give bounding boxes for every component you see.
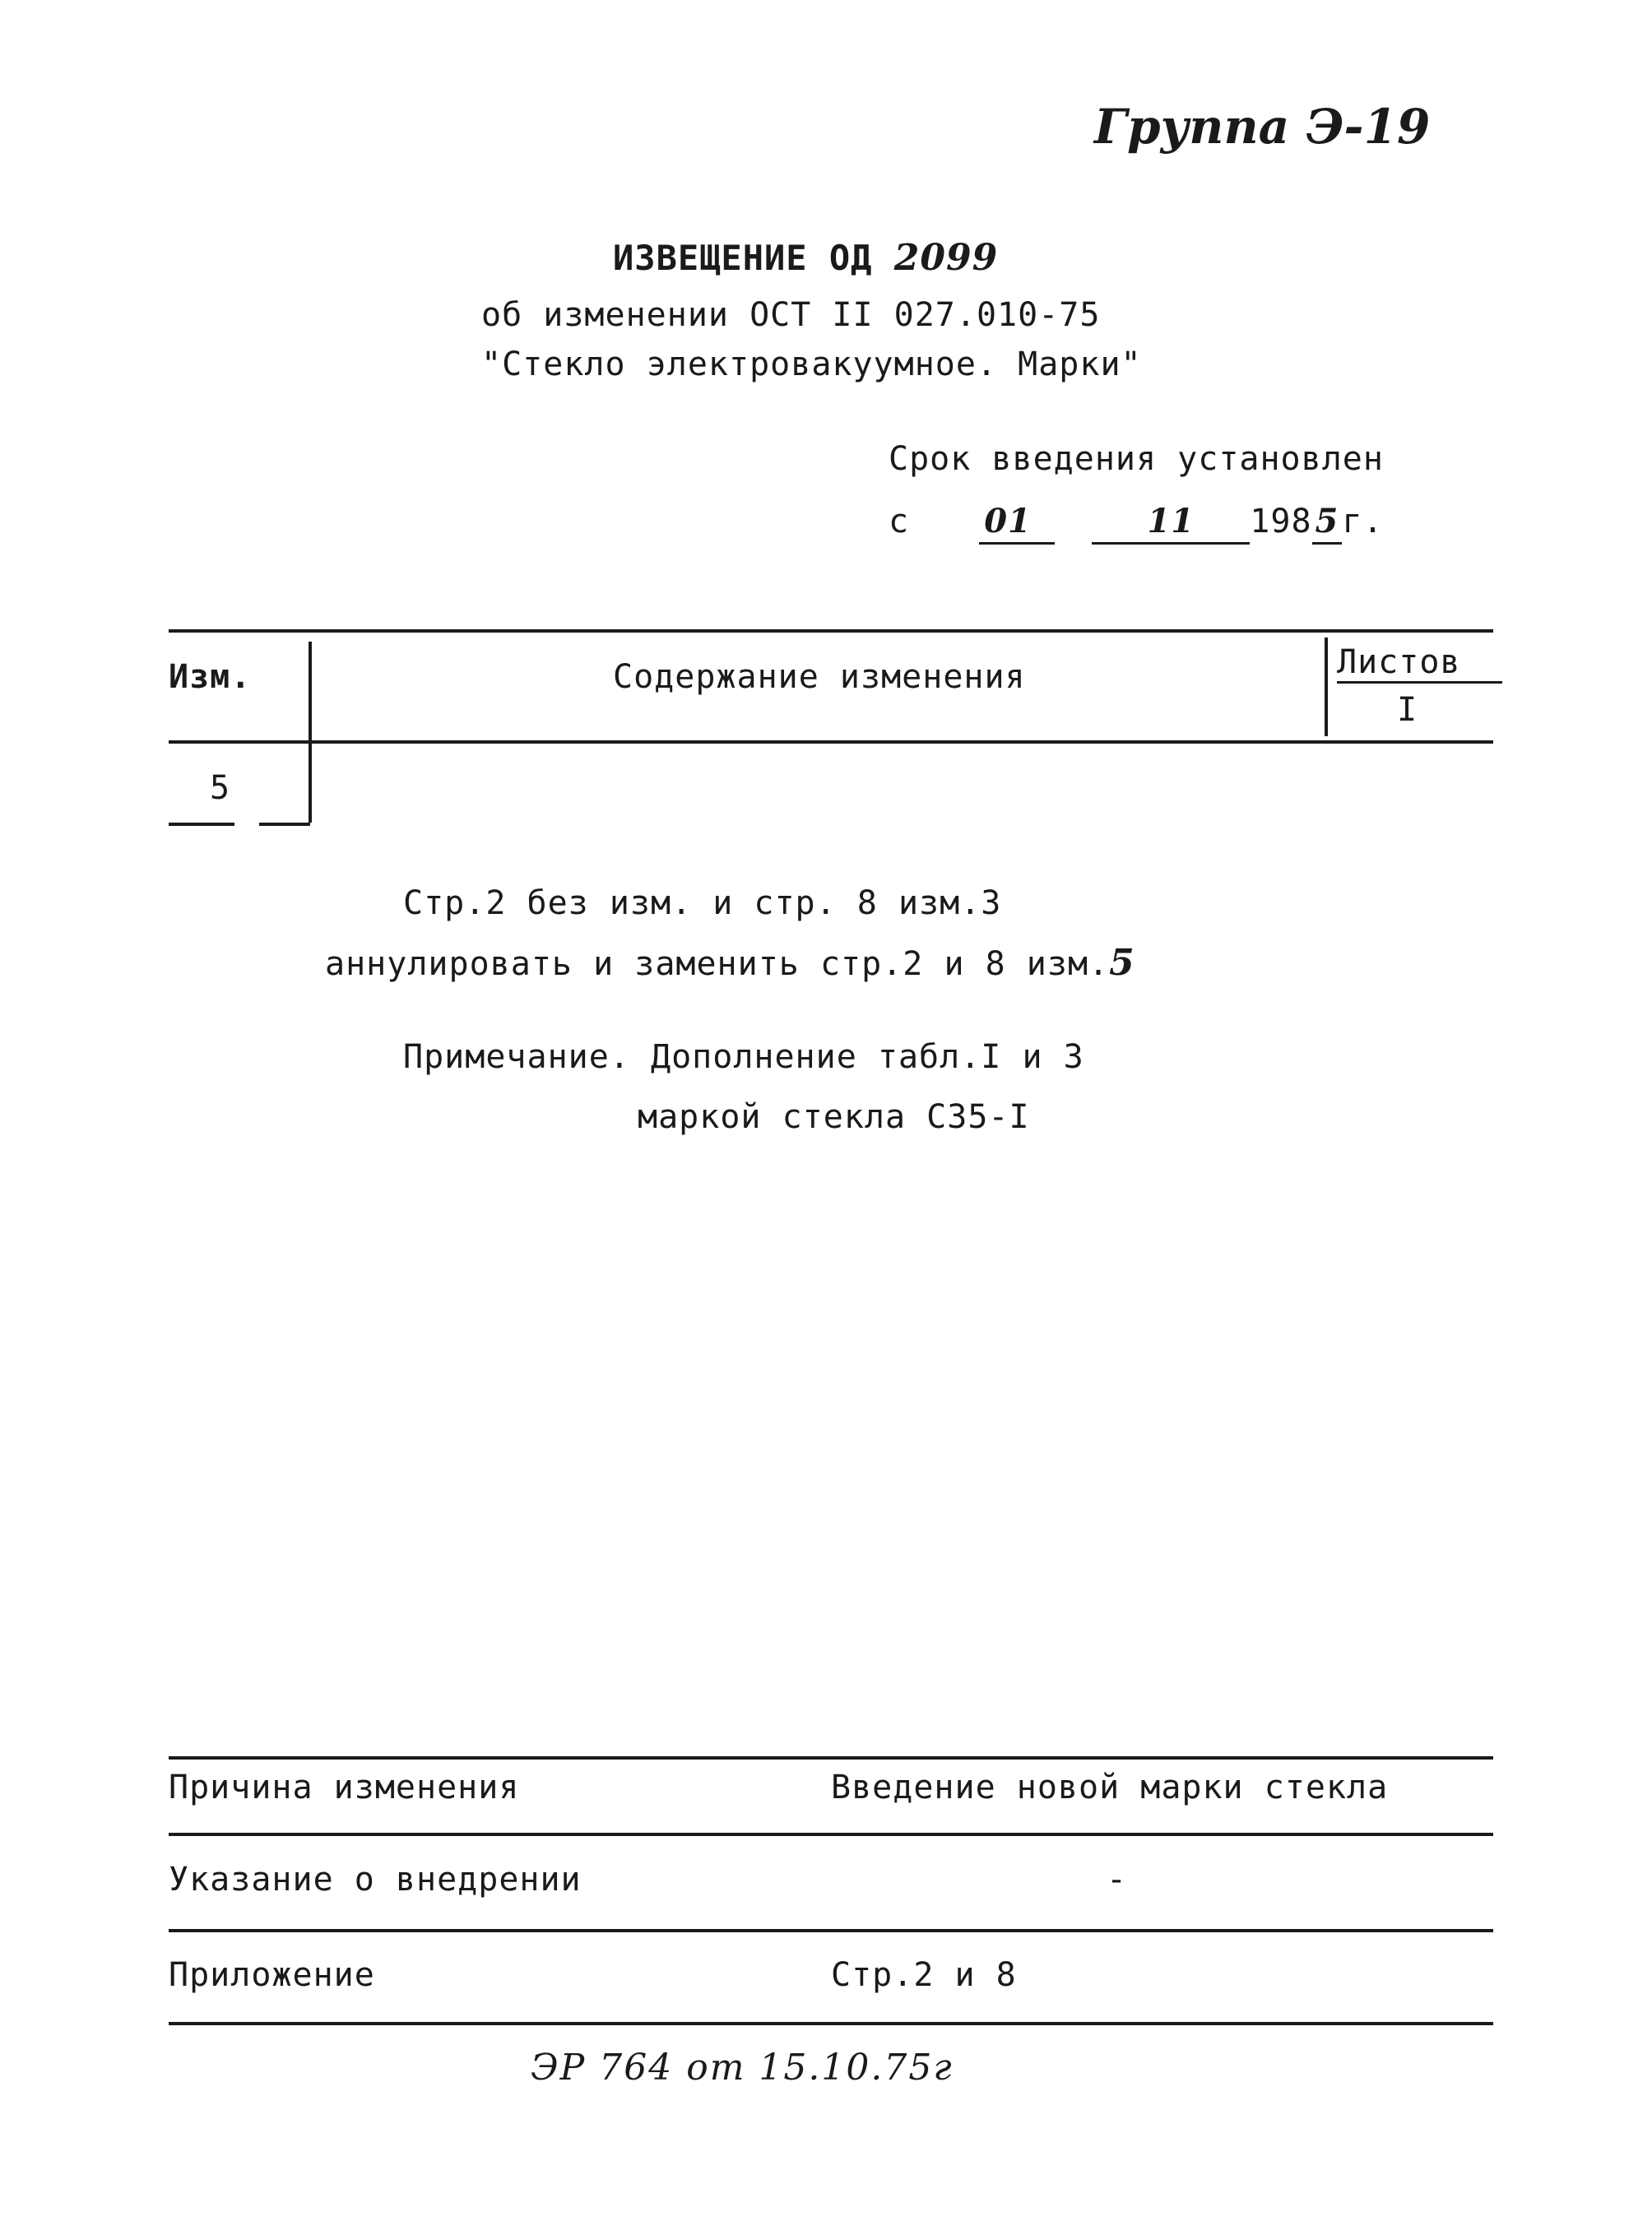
body-line-1: Стр.2 без изм. и стр. 8 изм.3 xyxy=(403,884,1002,922)
change-table-num-underline xyxy=(169,823,234,826)
footer-rule-2 xyxy=(169,1833,1493,1836)
body-line-2-hand: 5 xyxy=(1109,942,1135,984)
body-line-2 xyxy=(325,942,1135,984)
notice-number: 2099 xyxy=(893,237,999,279)
effective-label: Срок введения установлен xyxy=(889,440,1384,478)
change-table-num-underline-2 xyxy=(259,823,310,826)
effective-date-prefix: с xyxy=(889,503,910,540)
body-line-2-text: аннулировать и заменить стр.2 и 8 изм. xyxy=(325,945,1110,983)
footer-row-3-label: Приложение xyxy=(169,1956,375,1994)
effective-date xyxy=(889,502,1384,545)
footer-row-1-label: Причина изменения xyxy=(169,1769,520,1806)
change-table-col-content: Содержание изменения xyxy=(613,658,1026,696)
change-table-num-value: 5 xyxy=(210,769,231,807)
effective-year-prefix: 198 xyxy=(1250,503,1312,540)
footer-row-2-value: - xyxy=(1107,1861,1128,1899)
effective-day: 01 xyxy=(979,502,1055,545)
group-note: Группа Э-19 xyxy=(1094,99,1431,155)
effective-year-suffix: г. xyxy=(1342,503,1384,540)
change-table-header-rule xyxy=(169,740,1493,744)
footer-rule-1 xyxy=(169,1756,1493,1760)
footer-rule-4 xyxy=(169,2022,1493,2025)
change-table-divider-2 xyxy=(1325,638,1328,736)
footer-row-1-value: Введение новой марки стекла xyxy=(831,1769,1389,1806)
change-table-col-sheets: Листов xyxy=(1337,643,1502,684)
change-table-top-rule xyxy=(169,629,1493,633)
note-line-2: маркой стекла С35-I xyxy=(638,1098,1030,1136)
change-table-divider-1 xyxy=(309,642,312,823)
change-table-sheets-value: I xyxy=(1397,691,1418,729)
effective-month: 11 xyxy=(1092,502,1250,545)
footer-row-2-label: Указание о внедрении xyxy=(169,1861,582,1899)
note-line-1: Примечание. Дополнение табл.I и 3 xyxy=(403,1038,1084,1076)
footer-rule-3 xyxy=(169,1929,1493,1932)
effective-year-digit: 5 xyxy=(1312,502,1343,545)
change-table-col-num: Изм. xyxy=(169,658,252,696)
registration-note: ЭР 764 от 15.10.75г xyxy=(531,2047,954,2089)
footer-row-3-value: Стр.2 и 8 xyxy=(831,1956,1017,1994)
notice-standard-title: "Стекло электровакуумное. Марки" xyxy=(481,345,1142,383)
notice-title-prefix: ИЗВЕЩЕНИЕ ОД xyxy=(613,238,873,278)
notice-subject: об изменении ОСТ II 027.010-75 xyxy=(481,296,1101,334)
notice-title xyxy=(613,237,998,279)
